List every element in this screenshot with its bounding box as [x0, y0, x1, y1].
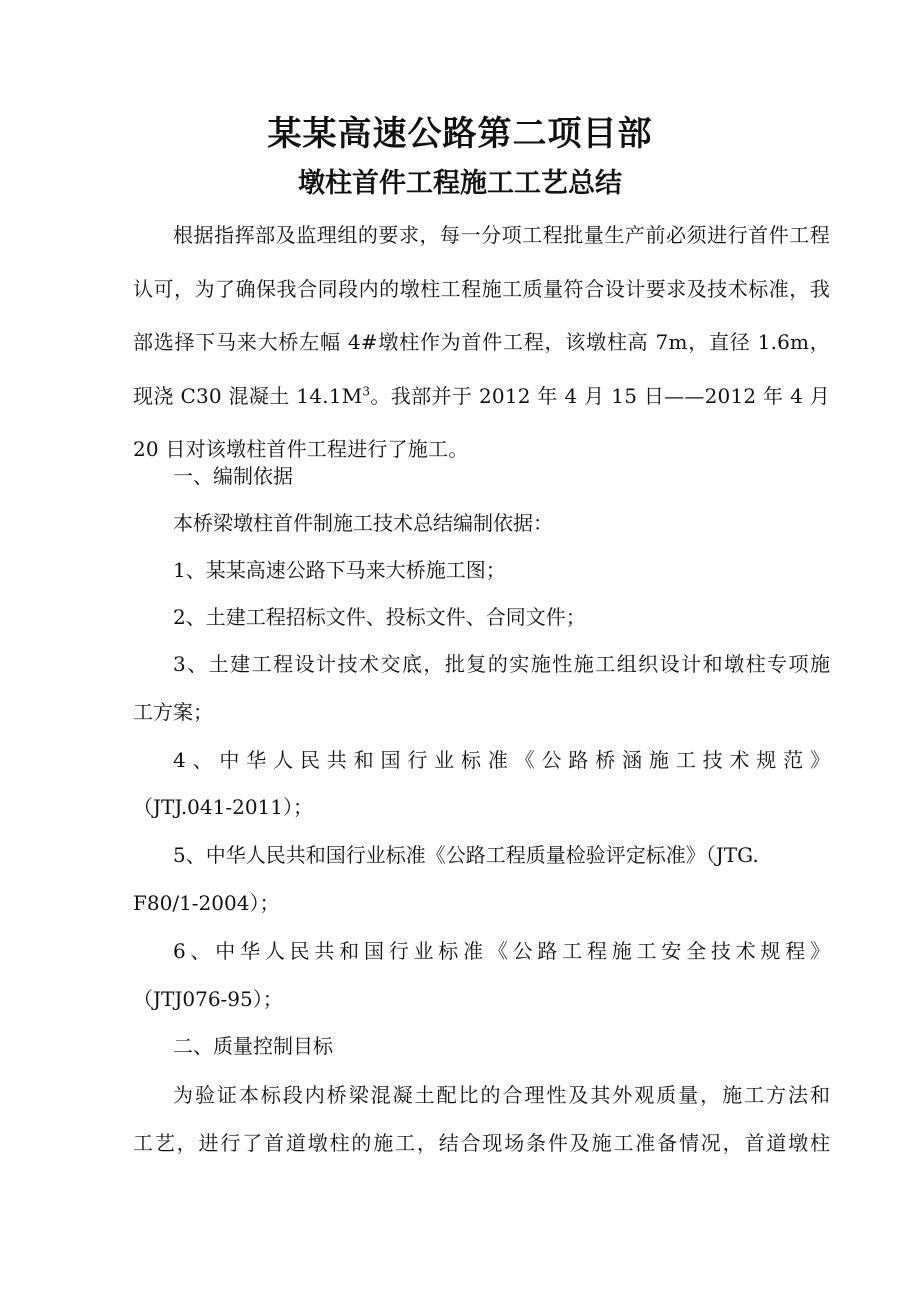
basis-item-4: 4、中华人民共和国行业标准《公路桥涵施工技术规范》	[173, 748, 830, 772]
basis-item-2: 2、土建工程招标文件、投标文件、合同文件；	[173, 605, 586, 629]
document-title: 某某高速公路第二项目部	[267, 114, 653, 154]
intro-text-part2: 。我部并于 2012 年 4 月 15 日——2012 年 4 月 20 日对该墩柱首件工程进行了施工。	[133, 383, 830, 461]
section1-heading: 一、编制依据	[173, 464, 293, 488]
basis-item-5-cont: F80/1-2004）；	[133, 891, 280, 915]
cubic-superscript: 3	[362, 383, 371, 398]
basis-item-5: 5、中华人民共和国行业标准《公路工程质量检验评定标准》（JTG.	[173, 843, 759, 867]
basis-item-3-cont: 工方案；	[133, 700, 213, 724]
section2-line-1: 为验证本标段内桥梁混凝土配比的合理性及其外观质量，施工方法和	[173, 1083, 830, 1107]
basis-item-6: 6、中华人民共和国行业标准《公路工程施工安全技术规程》	[173, 939, 830, 963]
basis-item-3: 3、土建工程设计技术交底，批复的实施性施工组织设计和墩柱专项施	[173, 652, 830, 676]
intro-text-part1: 根据指挥部及监理组的要求，每一分项工程批量生产前必须进行首件工程认可，为了确保我合同段内的墩柱工程施工质量符合设计要求及技术标准，我部选择下马来大桥左幅 4#墩柱作为首件工程，该墩柱高 7m，直径 1.6m，现浇 C30 混凝土 14.1M	[133, 223, 830, 408]
intro-paragraph	[133, 209, 830, 477]
basis-item-4-cont: （JTJ.041-2011）；	[133, 795, 314, 819]
document-subtitle: 墩柱首件工程施工工艺总结	[298, 168, 622, 199]
section2-heading: 二、质量控制目标	[173, 1034, 333, 1058]
section2-line-2: 工艺，进行了首道墩柱的施工，结合现场条件及施工准备情况，首道墩柱	[133, 1131, 830, 1155]
basis-item-6-cont: （JTJ076-95）；	[133, 987, 283, 1011]
basis-item-1: 1、某某高速公路下马来大桥施工图；	[173, 558, 506, 582]
section1-lead: 本桥梁墩柱首件制施工技术总结编制依据：	[173, 511, 553, 535]
